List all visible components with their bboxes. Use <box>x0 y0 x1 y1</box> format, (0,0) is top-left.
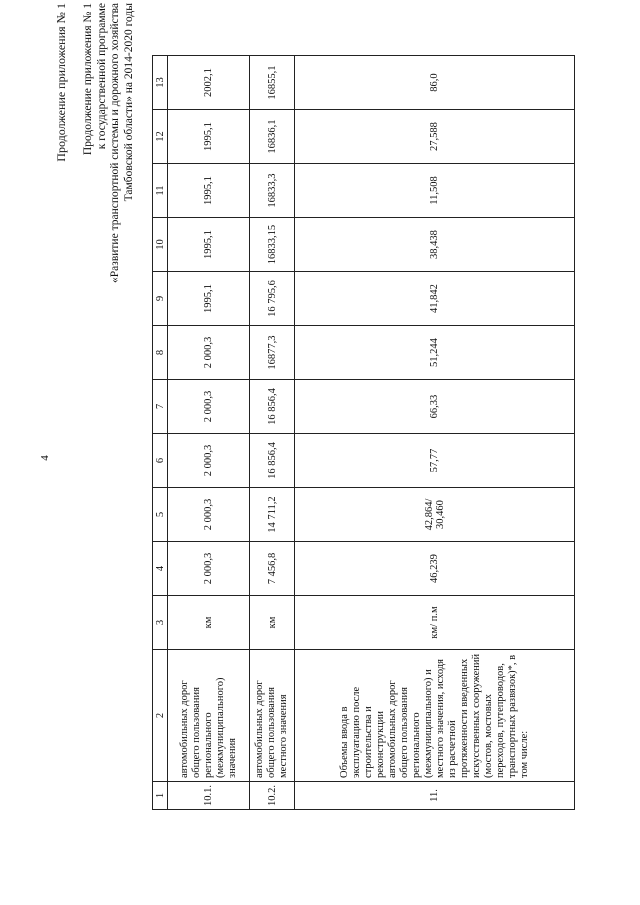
program-header-line: Тамбовской области» на 2014-2020 годы <box>122 3 135 202</box>
cell-value: 2 000,3 <box>168 380 250 434</box>
cell-value: 1995,1 <box>168 164 250 218</box>
cell-value: 41,842 <box>295 272 575 326</box>
program-header <box>82 3 136 283</box>
cell-value: 16 856,4 <box>250 380 295 434</box>
cell-value: 16855,1 <box>250 56 295 110</box>
cell-value: 16 795,6 <box>250 272 295 326</box>
cell-value: 16836,1 <box>250 110 295 164</box>
column-number: 3 <box>153 596 168 650</box>
cell-value: 27,588 <box>295 110 575 164</box>
row-unit: км <box>168 596 250 650</box>
column-number-row <box>153 56 168 810</box>
column-number: 9 <box>153 272 168 326</box>
column-number: 6 <box>153 434 168 488</box>
column-number: 2 <box>153 650 168 782</box>
table-row <box>168 56 250 810</box>
cell-value: 46,239 <box>295 542 575 596</box>
cell-value: 14 711,2 <box>250 488 295 542</box>
cell-value: 42,864/ 30,460 <box>295 488 575 542</box>
cell-value: 2002,1 <box>168 56 250 110</box>
page-number: 4 <box>39 455 51 461</box>
cell-value: 86,0 <box>295 56 575 110</box>
row-description: автомобильных дорог общего пользования регионального (межмуниципального) значения <box>168 650 250 782</box>
row-unit: км/ п.м <box>295 596 575 650</box>
cell-value: 11,508 <box>295 164 575 218</box>
cell-value: 1995,1 <box>168 110 250 164</box>
row-description: Объемы ввода в эксплуатацию после строительства и реконструкции автомобильных дорог общего пользования регионального (межмуниципального) и местного значения, исходя из расчетной протяженности введенных искусственных сооружений (мостов, мостовых переходов, путепроводов, транспортных развязок)*, в том числе: <box>295 650 575 782</box>
cell-value: 2 000,3 <box>168 542 250 596</box>
row-number: 10.1. <box>168 782 250 810</box>
cell-value: 51,244 <box>295 326 575 380</box>
cell-value: 2 000,3 <box>168 434 250 488</box>
column-number: 11 <box>153 164 168 218</box>
column-number: 13 <box>153 56 168 110</box>
cell-value: 16833,15 <box>250 218 295 272</box>
cell-value: 57,77 <box>295 434 575 488</box>
table-row <box>250 56 295 810</box>
row-number: 10.2. <box>250 782 295 810</box>
column-number: 1 <box>153 782 168 810</box>
program-header-line: «Развитие транспортной системы и дорожного хозяйства <box>109 3 121 283</box>
continuation-title: Продолжение приложения № 1 <box>54 3 68 162</box>
column-number: 7 <box>153 380 168 434</box>
row-description: автомобильных дорог общего пользования местного значения <box>250 650 295 782</box>
cell-value: 1995,1 <box>168 218 250 272</box>
cell-value: 2 000,3 <box>168 326 250 380</box>
program-header-line: Продолжение приложения № 1 <box>82 3 94 156</box>
column-number: 8 <box>153 326 168 380</box>
program-header-line: к государственной программе <box>95 3 108 150</box>
column-number: 12 <box>153 110 168 164</box>
cell-value: 2 000,3 <box>168 488 250 542</box>
column-number: 4 <box>153 542 168 596</box>
table-row <box>295 56 575 810</box>
cell-value: 7 456,8 <box>250 542 295 596</box>
cell-value: 16 856,4 <box>250 434 295 488</box>
cell-value: 66,33 <box>295 380 575 434</box>
cell-value: 38,438 <box>295 218 575 272</box>
cell-value: 1995,1 <box>168 272 250 326</box>
cell-value: 16877,3 <box>250 326 295 380</box>
row-number: 11. <box>295 782 575 810</box>
cell-value: 16833,3 <box>250 164 295 218</box>
row-unit: км <box>250 596 295 650</box>
column-number: 10 <box>153 218 168 272</box>
column-number: 5 <box>153 488 168 542</box>
indicators-table <box>152 55 575 810</box>
